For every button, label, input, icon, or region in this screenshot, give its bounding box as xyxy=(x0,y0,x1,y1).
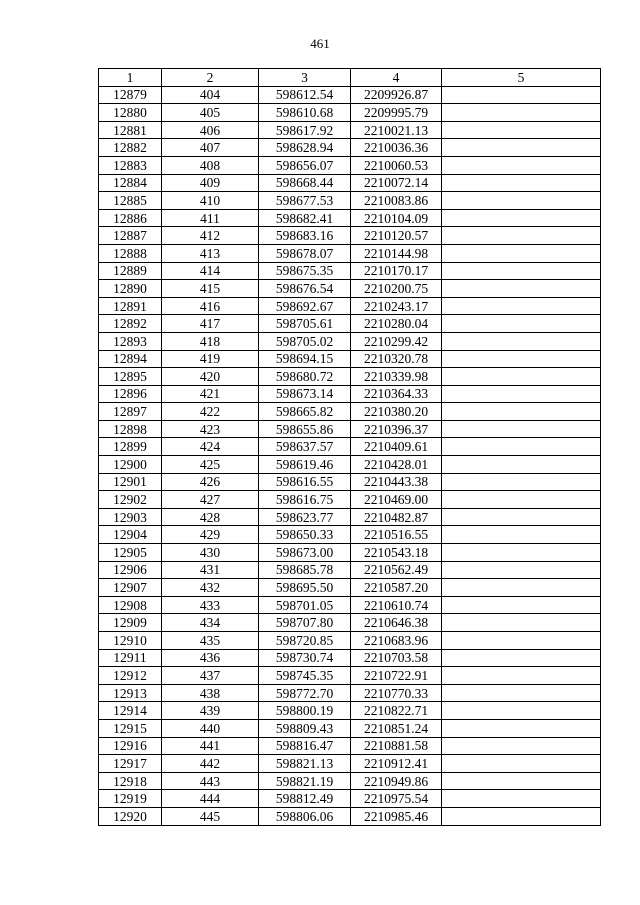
cell-point-number: 12899 xyxy=(99,438,162,456)
cell-point-number: 12902 xyxy=(99,491,162,509)
cell-note xyxy=(442,719,601,737)
cell-x-coordinate: 598676.54 xyxy=(259,280,351,298)
cell-point-number: 12901 xyxy=(99,473,162,491)
cell-note xyxy=(442,403,601,421)
cell-y-coordinate: 2210280.04 xyxy=(351,315,442,333)
cell-vertex-number: 422 xyxy=(162,403,259,421)
cell-x-coordinate: 598707.80 xyxy=(259,614,351,632)
cell-y-coordinate: 2210587.20 xyxy=(351,579,442,597)
table-row xyxy=(99,614,601,632)
cell-note xyxy=(442,315,601,333)
cell-vertex-number: 435 xyxy=(162,632,259,650)
cell-point-number: 12904 xyxy=(99,526,162,544)
cell-point-number: 12911 xyxy=(99,649,162,667)
cell-point-number: 12918 xyxy=(99,772,162,790)
table-row xyxy=(99,368,601,386)
table-row xyxy=(99,332,601,350)
cell-vertex-number: 411 xyxy=(162,209,259,227)
table-row xyxy=(99,702,601,720)
cell-y-coordinate: 2210120.57 xyxy=(351,227,442,245)
cell-x-coordinate: 598616.55 xyxy=(259,473,351,491)
table-row xyxy=(99,209,601,227)
cell-vertex-number: 442 xyxy=(162,755,259,773)
cell-vertex-number: 408 xyxy=(162,156,259,174)
table-row xyxy=(99,280,601,298)
cell-note xyxy=(442,174,601,192)
cell-note xyxy=(442,614,601,632)
header-row xyxy=(99,69,601,87)
cell-point-number: 12920 xyxy=(99,807,162,825)
cell-point-number: 12879 xyxy=(99,86,162,104)
cell-x-coordinate: 598673.00 xyxy=(259,544,351,562)
table-body xyxy=(99,86,601,825)
table-row xyxy=(99,315,601,333)
cell-y-coordinate: 2210482.87 xyxy=(351,508,442,526)
cell-y-coordinate: 2210703.58 xyxy=(351,649,442,667)
cell-vertex-number: 438 xyxy=(162,684,259,702)
table-row xyxy=(99,491,601,509)
cell-y-coordinate: 2210060.53 xyxy=(351,156,442,174)
cell-vertex-number: 409 xyxy=(162,174,259,192)
cell-note xyxy=(442,139,601,157)
cell-vertex-number: 433 xyxy=(162,596,259,614)
cell-x-coordinate: 598619.46 xyxy=(259,456,351,474)
table-row xyxy=(99,385,601,403)
cell-point-number: 12886 xyxy=(99,209,162,227)
cell-x-coordinate: 598673.14 xyxy=(259,385,351,403)
cell-vertex-number: 431 xyxy=(162,561,259,579)
table-row xyxy=(99,684,601,702)
table-row xyxy=(99,561,601,579)
cell-x-coordinate: 598655.86 xyxy=(259,420,351,438)
cell-x-coordinate: 598628.94 xyxy=(259,139,351,157)
cell-y-coordinate: 2210646.38 xyxy=(351,614,442,632)
cell-y-coordinate: 2210881.58 xyxy=(351,737,442,755)
page-number: 461 xyxy=(310,36,330,51)
cell-point-number: 12891 xyxy=(99,297,162,315)
table-row xyxy=(99,807,601,825)
column-header-5: 5 xyxy=(442,69,601,87)
cell-note xyxy=(442,350,601,368)
cell-note xyxy=(442,667,601,685)
table-row xyxy=(99,579,601,597)
cell-point-number: 12881 xyxy=(99,121,162,139)
cell-vertex-number: 430 xyxy=(162,544,259,562)
cell-vertex-number: 426 xyxy=(162,473,259,491)
cell-vertex-number: 434 xyxy=(162,614,259,632)
cell-note xyxy=(442,561,601,579)
cell-x-coordinate: 598623.77 xyxy=(259,508,351,526)
cell-vertex-number: 416 xyxy=(162,297,259,315)
cell-y-coordinate: 2210200.75 xyxy=(351,280,442,298)
table-row xyxy=(99,139,601,157)
cell-vertex-number: 407 xyxy=(162,139,259,157)
cell-x-coordinate: 598656.07 xyxy=(259,156,351,174)
cell-vertex-number: 420 xyxy=(162,368,259,386)
cell-note xyxy=(442,491,601,509)
cell-y-coordinate: 2210320.78 xyxy=(351,350,442,368)
cell-vertex-number: 406 xyxy=(162,121,259,139)
cell-x-coordinate: 598772.70 xyxy=(259,684,351,702)
cell-vertex-number: 412 xyxy=(162,227,259,245)
cell-x-coordinate: 598692.67 xyxy=(259,297,351,315)
table-row xyxy=(99,227,601,245)
cell-y-coordinate: 2210770.33 xyxy=(351,684,442,702)
cell-note xyxy=(442,544,601,562)
cell-y-coordinate: 2210975.54 xyxy=(351,790,442,808)
cell-y-coordinate: 2210396.37 xyxy=(351,420,442,438)
cell-y-coordinate: 2210683.96 xyxy=(351,632,442,650)
cell-y-coordinate: 2210380.20 xyxy=(351,403,442,421)
table-row xyxy=(99,244,601,262)
cell-x-coordinate: 598812.49 xyxy=(259,790,351,808)
cell-vertex-number: 419 xyxy=(162,350,259,368)
cell-y-coordinate: 2209926.87 xyxy=(351,86,442,104)
cell-x-coordinate: 598720.85 xyxy=(259,632,351,650)
cell-note xyxy=(442,456,601,474)
cell-point-number: 12892 xyxy=(99,315,162,333)
cell-point-number: 12910 xyxy=(99,632,162,650)
cell-x-coordinate: 598675.35 xyxy=(259,262,351,280)
cell-point-number: 12895 xyxy=(99,368,162,386)
column-header-1: 1 xyxy=(99,69,162,87)
cell-x-coordinate: 598701.05 xyxy=(259,596,351,614)
table-row xyxy=(99,297,601,315)
table-row xyxy=(99,596,601,614)
table-row xyxy=(99,350,601,368)
cell-point-number: 12917 xyxy=(99,755,162,773)
cell-vertex-number: 445 xyxy=(162,807,259,825)
cell-x-coordinate: 598637.57 xyxy=(259,438,351,456)
cell-note xyxy=(442,420,601,438)
cell-y-coordinate: 2209995.79 xyxy=(351,104,442,122)
cell-y-coordinate: 2210072.14 xyxy=(351,174,442,192)
table-row xyxy=(99,737,601,755)
table-row xyxy=(99,755,601,773)
column-header-3: 3 xyxy=(259,69,351,87)
cell-note xyxy=(442,297,601,315)
cell-y-coordinate: 2210822.71 xyxy=(351,702,442,720)
cell-y-coordinate: 2210021.13 xyxy=(351,121,442,139)
cell-note xyxy=(442,332,601,350)
cell-x-coordinate: 598800.19 xyxy=(259,702,351,720)
cell-note xyxy=(442,702,601,720)
cell-note xyxy=(442,262,601,280)
cell-note xyxy=(442,385,601,403)
cell-vertex-number: 417 xyxy=(162,315,259,333)
cell-point-number: 12903 xyxy=(99,508,162,526)
cell-note xyxy=(442,526,601,544)
cell-point-number: 12900 xyxy=(99,456,162,474)
cell-vertex-number: 418 xyxy=(162,332,259,350)
cell-x-coordinate: 598705.02 xyxy=(259,332,351,350)
cell-y-coordinate: 2210949.86 xyxy=(351,772,442,790)
cell-point-number: 12912 xyxy=(99,667,162,685)
cell-note xyxy=(442,121,601,139)
cell-x-coordinate: 598821.13 xyxy=(259,755,351,773)
table-row xyxy=(99,632,601,650)
cell-x-coordinate: 598677.53 xyxy=(259,192,351,210)
cell-vertex-number: 421 xyxy=(162,385,259,403)
table-row xyxy=(99,438,601,456)
cell-x-coordinate: 598730.74 xyxy=(259,649,351,667)
cell-y-coordinate: 2210083.86 xyxy=(351,192,442,210)
cell-x-coordinate: 598680.72 xyxy=(259,368,351,386)
cell-point-number: 12919 xyxy=(99,790,162,808)
cell-vertex-number: 441 xyxy=(162,737,259,755)
cell-vertex-number: 423 xyxy=(162,420,259,438)
cell-x-coordinate: 598821.19 xyxy=(259,772,351,790)
cell-x-coordinate: 598745.35 xyxy=(259,667,351,685)
cell-note xyxy=(442,209,601,227)
cell-y-coordinate: 2210543.18 xyxy=(351,544,442,562)
cell-y-coordinate: 2210610.74 xyxy=(351,596,442,614)
table-row xyxy=(99,86,601,104)
cell-y-coordinate: 2210409.61 xyxy=(351,438,442,456)
column-header-4: 4 xyxy=(351,69,442,87)
cell-y-coordinate: 2210443.38 xyxy=(351,473,442,491)
cell-x-coordinate: 598665.82 xyxy=(259,403,351,421)
cell-note xyxy=(442,368,601,386)
cell-y-coordinate: 2210036.36 xyxy=(351,139,442,157)
table-row xyxy=(99,156,601,174)
table-row xyxy=(99,456,601,474)
cell-y-coordinate: 2210469.00 xyxy=(351,491,442,509)
cell-vertex-number: 405 xyxy=(162,104,259,122)
cell-y-coordinate: 2210516.55 xyxy=(351,526,442,544)
cell-note xyxy=(442,596,601,614)
cell-x-coordinate: 598617.92 xyxy=(259,121,351,139)
cell-x-coordinate: 598650.33 xyxy=(259,526,351,544)
table-row xyxy=(99,403,601,421)
cell-y-coordinate: 2210722.91 xyxy=(351,667,442,685)
cell-note xyxy=(442,280,601,298)
table-row xyxy=(99,104,601,122)
cell-point-number: 12893 xyxy=(99,332,162,350)
cell-note xyxy=(442,244,601,262)
cell-note xyxy=(442,772,601,790)
cell-y-coordinate: 2210299.42 xyxy=(351,332,442,350)
cell-vertex-number: 432 xyxy=(162,579,259,597)
cell-x-coordinate: 598682.41 xyxy=(259,209,351,227)
cell-x-coordinate: 598695.50 xyxy=(259,579,351,597)
table-row xyxy=(99,508,601,526)
cell-point-number: 12915 xyxy=(99,719,162,737)
cell-y-coordinate: 2210144.98 xyxy=(351,244,442,262)
cell-point-number: 12887 xyxy=(99,227,162,245)
cell-point-number: 12907 xyxy=(99,579,162,597)
table-row xyxy=(99,790,601,808)
cell-note xyxy=(442,649,601,667)
cell-note xyxy=(442,790,601,808)
cell-y-coordinate: 2210851.24 xyxy=(351,719,442,737)
cell-point-number: 12906 xyxy=(99,561,162,579)
cell-point-number: 12908 xyxy=(99,596,162,614)
table-row xyxy=(99,544,601,562)
cell-vertex-number: 410 xyxy=(162,192,259,210)
cell-point-number: 12889 xyxy=(99,262,162,280)
cell-note xyxy=(442,156,601,174)
cell-y-coordinate: 2210985.46 xyxy=(351,807,442,825)
cell-point-number: 12890 xyxy=(99,280,162,298)
cell-x-coordinate: 598668.44 xyxy=(259,174,351,192)
cell-point-number: 12888 xyxy=(99,244,162,262)
cell-note xyxy=(442,579,601,597)
cell-x-coordinate: 598678.07 xyxy=(259,244,351,262)
cell-note xyxy=(442,508,601,526)
cell-note xyxy=(442,86,601,104)
cell-note xyxy=(442,632,601,650)
cell-point-number: 12896 xyxy=(99,385,162,403)
cell-vertex-number: 429 xyxy=(162,526,259,544)
cell-note xyxy=(442,684,601,702)
cell-x-coordinate: 598612.54 xyxy=(259,86,351,104)
cell-vertex-number: 444 xyxy=(162,790,259,808)
cell-note xyxy=(442,438,601,456)
cell-y-coordinate: 2210339.98 xyxy=(351,368,442,386)
cell-vertex-number: 414 xyxy=(162,262,259,280)
cell-point-number: 12880 xyxy=(99,104,162,122)
cell-x-coordinate: 598685.78 xyxy=(259,561,351,579)
table-row xyxy=(99,192,601,210)
cell-y-coordinate: 2210912.41 xyxy=(351,755,442,773)
cell-vertex-number: 424 xyxy=(162,438,259,456)
cell-y-coordinate: 2210428.01 xyxy=(351,456,442,474)
cell-point-number: 12898 xyxy=(99,420,162,438)
cell-point-number: 12905 xyxy=(99,544,162,562)
cell-vertex-number: 413 xyxy=(162,244,259,262)
cell-y-coordinate: 2210562.49 xyxy=(351,561,442,579)
cell-note xyxy=(442,755,601,773)
cell-x-coordinate: 598610.68 xyxy=(259,104,351,122)
table-row xyxy=(99,667,601,685)
cell-vertex-number: 415 xyxy=(162,280,259,298)
cell-point-number: 12909 xyxy=(99,614,162,632)
table-row xyxy=(99,121,601,139)
cell-point-number: 12916 xyxy=(99,737,162,755)
cell-note xyxy=(442,737,601,755)
table-row xyxy=(99,772,601,790)
cell-vertex-number: 443 xyxy=(162,772,259,790)
cell-x-coordinate: 598683.16 xyxy=(259,227,351,245)
table-row xyxy=(99,526,601,544)
coordinates-table xyxy=(98,68,601,826)
cell-point-number: 12894 xyxy=(99,350,162,368)
cell-note xyxy=(442,104,601,122)
column-header-2: 2 xyxy=(162,69,259,87)
cell-vertex-number: 404 xyxy=(162,86,259,104)
cell-y-coordinate: 2210243.17 xyxy=(351,297,442,315)
cell-y-coordinate: 2210104.09 xyxy=(351,209,442,227)
cell-point-number: 12885 xyxy=(99,192,162,210)
table-row xyxy=(99,174,601,192)
cell-note xyxy=(442,807,601,825)
cell-x-coordinate: 598616.75 xyxy=(259,491,351,509)
cell-point-number: 12913 xyxy=(99,684,162,702)
cell-point-number: 12882 xyxy=(99,139,162,157)
table-row xyxy=(99,719,601,737)
cell-x-coordinate: 598806.06 xyxy=(259,807,351,825)
cell-note xyxy=(442,473,601,491)
cell-vertex-number: 425 xyxy=(162,456,259,474)
cell-vertex-number: 437 xyxy=(162,667,259,685)
table-row xyxy=(99,262,601,280)
cell-point-number: 12883 xyxy=(99,156,162,174)
cell-point-number: 12897 xyxy=(99,403,162,421)
table-row xyxy=(99,473,601,491)
cell-y-coordinate: 2210364.33 xyxy=(351,385,442,403)
cell-note xyxy=(442,227,601,245)
cell-y-coordinate: 2210170.17 xyxy=(351,262,442,280)
cell-note xyxy=(442,192,601,210)
cell-point-number: 12884 xyxy=(99,174,162,192)
cell-vertex-number: 427 xyxy=(162,491,259,509)
cell-x-coordinate: 598705.61 xyxy=(259,315,351,333)
table-row xyxy=(99,420,601,438)
cell-vertex-number: 440 xyxy=(162,719,259,737)
cell-point-number: 12914 xyxy=(99,702,162,720)
table-header xyxy=(99,69,601,87)
cell-x-coordinate: 598694.15 xyxy=(259,350,351,368)
cell-x-coordinate: 598816.47 xyxy=(259,737,351,755)
cell-vertex-number: 439 xyxy=(162,702,259,720)
table-row xyxy=(99,649,601,667)
cell-vertex-number: 428 xyxy=(162,508,259,526)
cell-vertex-number: 436 xyxy=(162,649,259,667)
cell-x-coordinate: 598809.43 xyxy=(259,719,351,737)
